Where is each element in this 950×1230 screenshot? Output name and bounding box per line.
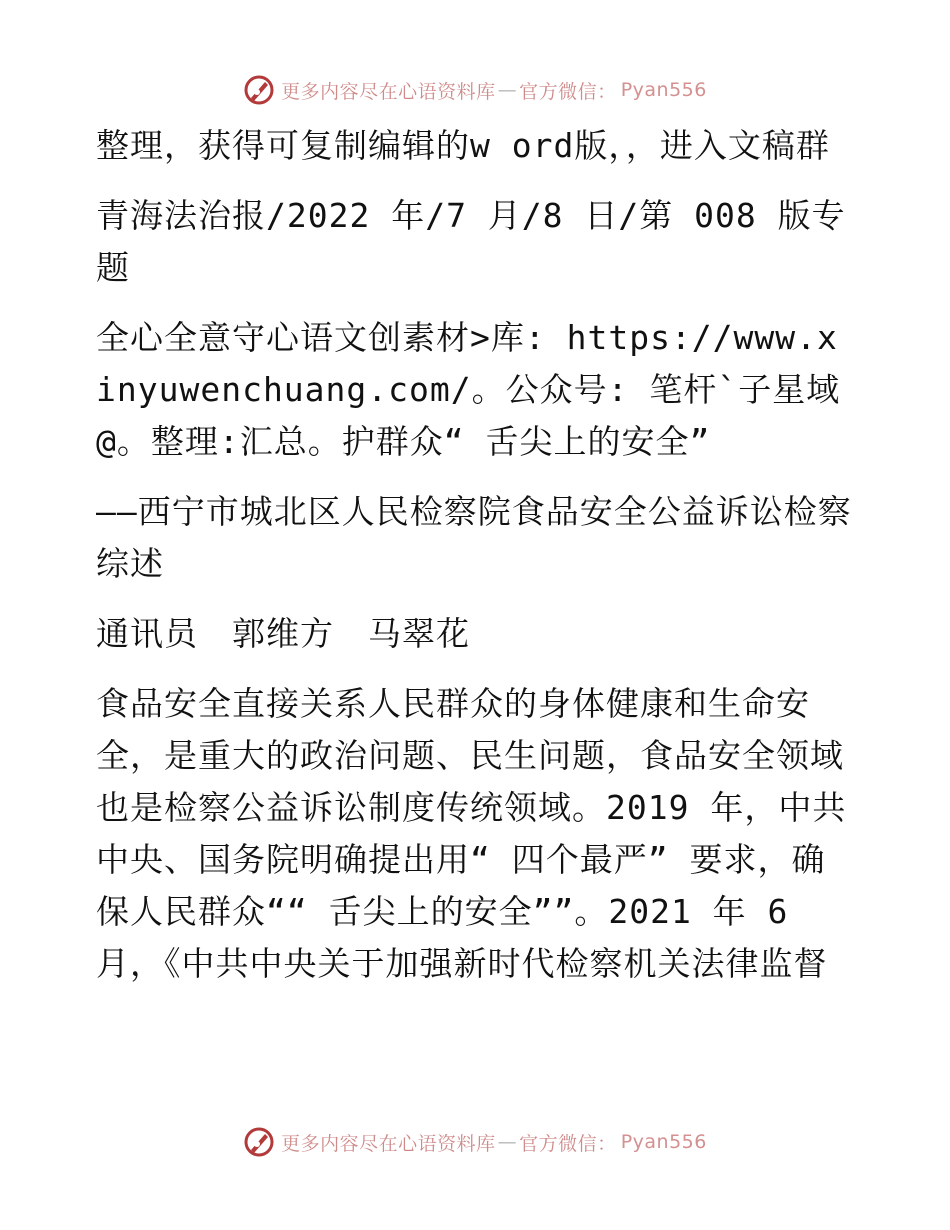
watermark-label: 官方微信： <box>519 80 617 103</box>
paragraph-byline: 通讯员 郭维方 马翠花 <box>96 614 470 653</box>
paragraph-promo: 全心全意守心语文创素材>库: https://www.xinyuwenchuang.com/。公众号: 笔杆`子星域@。整理:汇总。护群众“ 舌尖上的安全” <box>96 318 841 461</box>
document-body <box>96 120 856 990</box>
pen-logo-icon <box>243 74 275 106</box>
pen-logo-icon <box>243 1126 275 1158</box>
watermark-dash: — <box>497 1131 518 1153</box>
watermark-label: 官方微信： <box>519 1132 617 1155</box>
watermark-text: 更多内容尽在心语资料库 <box>281 1132 496 1155</box>
paragraph-source: 青海法治报/2022 年/7 月/8 日/第 008 版专题 <box>96 196 846 287</box>
paragraph-subtitle: ——西宁市城北区人民检察院食品安全公益诉讼检察综述 <box>96 492 852 583</box>
watermark-wechat-id: Pyan556 <box>620 79 707 101</box>
paragraph-intro: 整理，获得可复制编辑的w ord版，，进入文稿群 <box>96 126 830 165</box>
footer-watermark <box>0 1124 950 1160</box>
header-watermark <box>0 72 950 108</box>
watermark-text: 更多内容尽在心语资料库 <box>281 80 496 103</box>
paragraph-body: 食品安全直接关系人民群众的身体健康和生命安全，是重大的政治问题、民生问题，食品安全领域也是检察公益诉讼制度传统领域。2019 年，中共中央、国务院明确提出用“ 四个最严” 要求，确保人民群众““ 舌尖上的安全””。2021 年 6月，《中共中央关于加强新时代检察机关法律监督 <box>96 684 847 983</box>
watermark-wechat-id: Pyan556 <box>620 1131 707 1153</box>
watermark-dash: — <box>497 79 518 101</box>
